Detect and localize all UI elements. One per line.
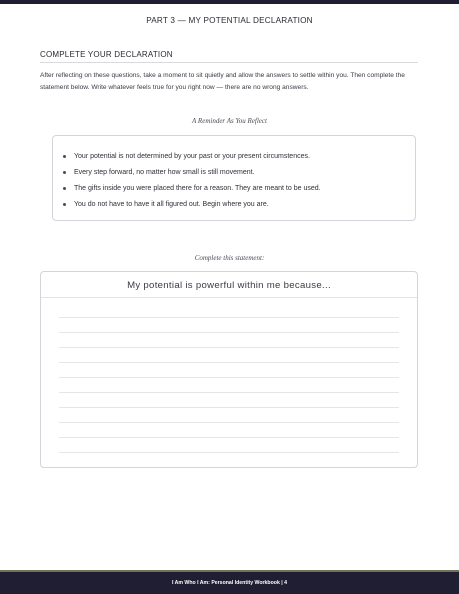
writing-line[interactable]: [59, 332, 399, 333]
bullet-icon: [63, 155, 66, 158]
writing-line[interactable]: [59, 452, 399, 453]
writing-line[interactable]: [59, 437, 399, 438]
page-title: PART 3 — MY POTENTIAL DECLARATION: [146, 16, 313, 25]
reminder-item-text: Every step forward, no matter how small is still movement.: [74, 168, 255, 176]
statement-divider: [41, 297, 417, 298]
writing-line[interactable]: [59, 392, 399, 393]
writing-line[interactable]: [59, 362, 399, 363]
writing-line[interactable]: [59, 407, 399, 408]
reminder-item: [63, 180, 405, 196]
footer-bar: [0, 570, 459, 594]
section-heading: COMPLETE YOUR DECLARATION: [40, 50, 173, 59]
writing-line[interactable]: [59, 422, 399, 423]
bullet-icon: [63, 203, 66, 206]
reminder-item-text: The gifts inside you were placed there for a reason. They are meant to be used.: [74, 184, 321, 192]
reminder-box: [52, 135, 416, 221]
statement-caption: Complete this statement:: [194, 254, 265, 262]
reminder-caption: A Reminder As You Reflect: [192, 117, 267, 125]
reminder-item: [63, 148, 405, 164]
writing-line[interactable]: [59, 347, 399, 348]
bullet-icon: [63, 187, 66, 190]
intro-paragraph: After reflecting on these questions, take a moment to sit quietly and allow the answers to settle within you. Then complete the statement below. Write whatever feels true for you right now — there are no wrong answers.: [40, 72, 405, 91]
statement-box[interactable]: [40, 271, 418, 468]
top-bar: [0, 0, 459, 4]
reminder-item-text: Your potential is not determined by your past or your present circumstences.: [74, 152, 310, 160]
section-divider: [40, 62, 418, 63]
writing-line[interactable]: [59, 317, 399, 318]
statement-prompt: My potential is powerful within me because...: [127, 280, 331, 291]
bullet-icon: [63, 171, 66, 174]
writing-line[interactable]: [59, 377, 399, 378]
reminder-item: [63, 196, 405, 212]
reminder-item: [63, 164, 405, 180]
footer-text: I Am Who I Am: Personal Identity Workbook | 4: [171, 580, 288, 586]
reminder-item-text: You do not have to have it all figured out. Begin where you are.: [74, 200, 269, 208]
